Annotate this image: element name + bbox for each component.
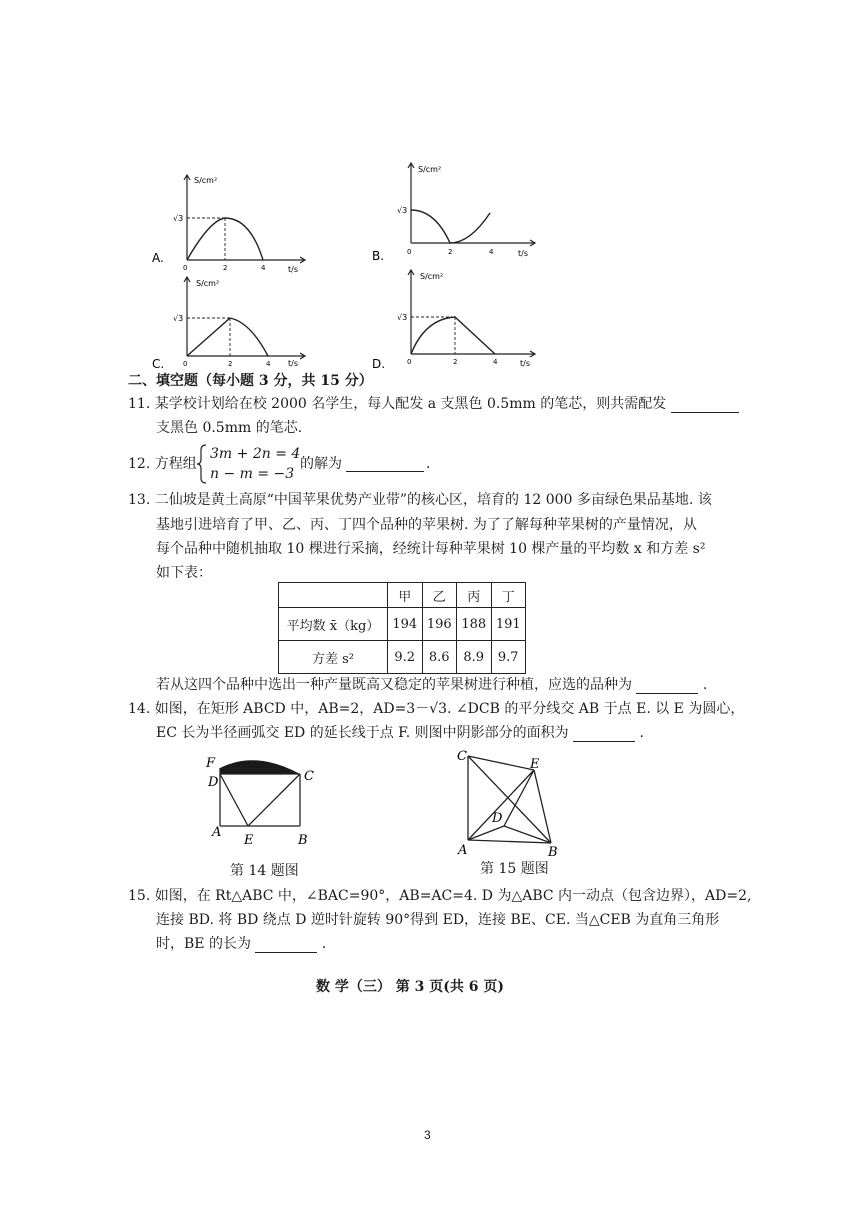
period: . xyxy=(639,725,644,741)
point-label-d: D xyxy=(208,775,219,790)
point-label-a: A xyxy=(212,825,222,840)
question-15-line1: 15. 如图，在 Rt△ABC 中，∠BAC=90°，AB=AC=4. D 为△ABC 内一动点（包含边界），AD=2, xyxy=(128,888,752,904)
y-tick-label: √3 xyxy=(397,206,408,215)
origin-label: 0 xyxy=(183,360,188,368)
table-header-cell: 乙 xyxy=(422,583,457,608)
table-header-cell xyxy=(279,583,388,608)
page-number: 3 xyxy=(424,1128,431,1142)
table-cell: 8.9 xyxy=(457,641,492,674)
shaded-region xyxy=(220,760,300,774)
point-label-a: A xyxy=(458,843,468,858)
equation-1: 3m + 2n = 4 xyxy=(210,446,301,462)
figure-15 xyxy=(452,748,572,860)
answer-blank[interactable] xyxy=(573,727,635,742)
brace-icon xyxy=(196,444,208,484)
x-tick-label: 4 xyxy=(266,360,271,368)
y-tick-label: √3 xyxy=(397,313,408,322)
question-13-line4: 如下表： xyxy=(156,565,212,581)
table-cell: 8.6 xyxy=(422,641,457,674)
question-15-line3 xyxy=(156,935,326,953)
point-label-e: E xyxy=(244,833,254,848)
point-label-c: C xyxy=(457,749,467,764)
point-label-d: D xyxy=(492,811,503,826)
table-header-cell: 丙 xyxy=(457,583,492,608)
y-axis-label: S/cm² xyxy=(418,165,442,174)
question-13-line1: 13. 二仙坡是黄土高原“中国苹果优势产业带”的核心区，培育的 12 000 多亩绿色果品基地. 该 xyxy=(128,492,712,508)
x-tick-label: 4 xyxy=(489,248,494,256)
figure-15-caption: 第 15 题图 xyxy=(480,861,549,877)
table-cell: 191 xyxy=(491,608,526,641)
period: . xyxy=(321,936,327,952)
question-13-line3: 每个品种中随机抽取 10 棵进行采摘，经统计每种苹果树 10 棵产量的平均数 x 和方差 s² xyxy=(156,541,706,557)
point-label-c: C xyxy=(304,769,314,784)
table-cell: 188 xyxy=(457,608,492,641)
question-12-suffix: 的解为 xyxy=(300,456,342,472)
table-header-cell: 甲 xyxy=(388,583,423,608)
table-cell: 9.2 xyxy=(388,641,423,674)
question-13-prompt xyxy=(156,676,707,694)
graph-option-d xyxy=(370,264,540,374)
y-tick-label: √3 xyxy=(173,214,184,223)
figure-14-caption: 第 14 题图 xyxy=(230,863,299,879)
option-label: B. xyxy=(372,249,385,263)
equation-2: n − m = −3 xyxy=(210,466,295,482)
question-15-text: 时，BE 的长为 xyxy=(156,936,251,952)
point-label-f: F xyxy=(206,756,216,771)
point-label-b: B xyxy=(298,833,308,848)
x-tick-label: 2 xyxy=(453,358,458,366)
question-12-prefix: 12. 方程组 xyxy=(128,456,197,472)
question-14-line1: 14. 如图，在矩形 ABCD 中，AB=2，AD=3－√3. ∠DCB 的平分线交 AB 于点 E. 以 E 为圆心， xyxy=(128,701,745,717)
y-axis-label: S/cm² xyxy=(194,176,218,185)
figure-14 xyxy=(196,750,326,850)
question-13-line2: 基地引进培育了甲、乙、丙、丁四个品种的苹果树. 为了了解每种苹果树的产量情况，从 xyxy=(156,517,697,533)
table-row-label: 平均数 x̄（kg） xyxy=(279,608,388,641)
question-11-line2: 支黑色 0.5mm 的笔芯. xyxy=(156,420,303,436)
answer-blank[interactable] xyxy=(671,398,739,413)
graph-option-a xyxy=(150,170,310,275)
point-label-e: E xyxy=(530,757,540,772)
point-label-b: B xyxy=(548,845,558,860)
period: . xyxy=(426,456,431,472)
table-row xyxy=(279,608,526,641)
option-label: D. xyxy=(372,357,386,371)
section-heading: 二、填空题（每小题 3 分，共 15 分） xyxy=(128,373,373,389)
table-header-cell: 丁 xyxy=(491,583,526,608)
answer-blank[interactable] xyxy=(346,457,424,472)
period: . xyxy=(702,677,708,693)
question-11-line1 xyxy=(128,395,739,413)
x-axis-label: t/s xyxy=(288,359,298,368)
option-label: C. xyxy=(152,357,165,371)
question-11-text: 11. 某学校计划给在校 2000 名学生，每人配发 a 支黑色 0.5mm 的笔芯，则共需配发 xyxy=(128,396,667,412)
question-15-line2: 连接 BD. 将 BD 绕点 D 逆时针旋转 90°得到 ED，连接 BE、CE. 当△CEB 为直角三角形 xyxy=(156,912,720,928)
y-axis-label: S/cm² xyxy=(196,279,220,288)
graph-option-b xyxy=(370,158,540,263)
yield-table xyxy=(278,582,526,674)
y-axis-label: S/cm² xyxy=(420,272,444,281)
graph-option-c xyxy=(150,272,310,374)
table-row xyxy=(279,641,526,674)
y-tick-label: √3 xyxy=(173,314,184,323)
question-14-line2 xyxy=(156,724,644,742)
x-axis-label: t/s xyxy=(518,249,528,258)
page-footer: 数 学（三） 第 3 页(共 6 页) xyxy=(316,979,504,995)
x-tick-label: 2 xyxy=(228,360,233,368)
origin-label: 0 xyxy=(407,358,412,366)
table-row-label: 方差 s² xyxy=(279,641,388,674)
table-cell: 9.7 xyxy=(491,641,526,674)
answer-blank[interactable] xyxy=(636,679,698,694)
origin-label: 0 xyxy=(407,248,412,256)
table-header-row xyxy=(279,583,526,608)
answer-blank[interactable] xyxy=(255,938,317,953)
x-tick-label: 4 xyxy=(493,358,498,366)
x-axis-label: t/s xyxy=(520,359,530,368)
origin-label: 0 xyxy=(183,264,188,272)
question-12 xyxy=(128,444,548,484)
table-cell: 196 xyxy=(422,608,457,641)
option-label: A. xyxy=(152,251,164,265)
question-13-after-text: 若从这四个品种中选出一种产量既高又稳定的苹果树进行种植，应选的品种为 xyxy=(156,677,632,693)
x-tick-label: 4 xyxy=(261,264,266,272)
x-tick-label: 2 xyxy=(223,264,228,272)
table-cell: 194 xyxy=(388,608,423,641)
x-tick-label: 2 xyxy=(448,248,453,256)
question-14-text: EC 长为半径画弧交 ED 的延长线于点 F. 则图中阴影部分的面积为 xyxy=(156,725,569,741)
x-axis-label: t/s xyxy=(288,265,298,274)
